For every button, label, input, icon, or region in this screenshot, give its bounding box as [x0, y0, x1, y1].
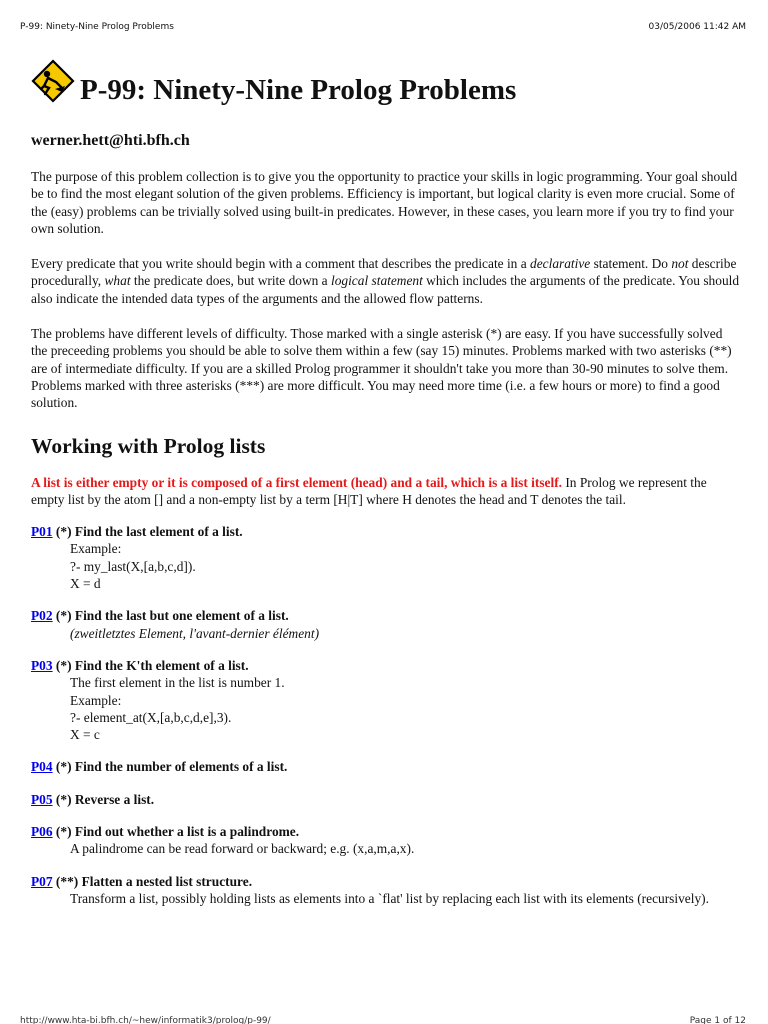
lists-intro: A list is either empty or it is composed of a first element (head) and a tail, which is a list itself. In Prolog we represent the empty list by the atom [] and a non-empty list by a term [H|T] where H denotes the head and T denotes the tail. — [31, 474, 707, 507]
page-title: P-99: Ninety-Nine Prolog Problems — [80, 74, 517, 106]
problem-item — [31, 873, 741, 908]
problem-title: (*) Find the number of elements of a list. — [52, 759, 288, 775]
problem-heading — [31, 873, 741, 890]
problem-heading — [31, 823, 741, 840]
problem-heading — [31, 523, 741, 540]
problem-detail-line: ?- element_at(X,[a,b,c,d,e],3). — [70, 709, 232, 725]
problem-title: (*) Find the last element of a list. — [52, 524, 243, 540]
problem-detail-line: The first element in the list is number 1. — [70, 675, 285, 691]
problem-link[interactable]: P03 — [31, 657, 53, 673]
problem-link[interactable]: P04 — [31, 759, 53, 775]
print-footer — [20, 1016, 746, 1024]
problem-title: (*) Find the K'th element of a list. — [52, 657, 249, 673]
print-header-datetime: 03/05/2006 11:42 AM — [648, 22, 746, 32]
problem-title: (*) Find the last but one element of a list. — [52, 608, 289, 624]
intro-paragraph: The purpose of this problem collection is to give you the opportunity to practice your skills in logic programming. Your goal should be to find the most elegant solution of the given problems. Efficiency is important, but logical clarity is even more crucial. Some of the (easy) problems can be trivially solved using built-in predicates. However, in these cases, you learn more if you try to find your own solution. — [31, 169, 738, 236]
problem-detail-line: ?- my_last(X,[a,b,c,d]). — [70, 558, 196, 574]
problem-item — [31, 607, 741, 642]
print-header — [20, 22, 746, 36]
intro-paragraph-3: The problems have different levels of difficulty. Those marked with a single asterisk (*) are easy. If you have successfully solved the preceeding problems you should be able to solve them within a few (say 15) minutes. Problems marked with two asterisks (**) are of intermediate difficulty. If you are a skilled Prolog programmer it shouldn't take you more than 30-90 minutes to solve them. Problems marked with three asterisks (***) are more difficult. You may need more time (i.e. a few hours or more) to find a good solution. — [31, 326, 732, 411]
construction-worker-sign-icon — [31, 59, 75, 103]
lists-definition: A list is either empty or it is composed of a first element (head) and a tail, which is a list itself. — [31, 474, 562, 490]
page-content — [31, 58, 741, 907]
problem-detail-line: Example: — [70, 541, 122, 557]
problem-detail-line: A palindrome can be read forward or backward; e.g. (x,a,m,a,x). — [70, 841, 415, 857]
problem-link[interactable]: P02 — [31, 608, 53, 624]
print-header-title: P-99: Ninety-Nine Prolog Problems — [20, 22, 174, 32]
problem-detail-line: X = d — [70, 576, 101, 592]
problem-heading — [31, 657, 741, 674]
problem-title: (*) Find out whether a list is a palindrome. — [52, 824, 300, 840]
problem-item — [31, 657, 741, 743]
problem-detail-line: Example: — [70, 692, 122, 708]
print-footer-url: http://www.hta-bi.bfh.ch/~hew/informatik3/prolog/p-99/ — [20, 1016, 271, 1024]
problem-link[interactable]: P01 — [31, 524, 53, 540]
problem-heading — [31, 758, 741, 775]
print-footer-page: Page 1 of 12 — [689, 1016, 746, 1024]
author-email: werner.hett@hti.bfh.ch — [31, 132, 190, 149]
intro-paragraph-2: Every predicate that you write should begin with a comment that describes the predicate in a declarative statement. Do not describe procedurally, what the predicate does, but write down a logical statement which includes the arguments of the predicate. You should also indicate the intended data types of the arguments and the allowed flow patterns. — [31, 256, 740, 306]
problem-detail-line: Transform a list, possibly holding lists as elements into a `flat' list by replacing each list with its elements (recursively). — [70, 890, 709, 906]
problem-item — [31, 823, 741, 858]
problem-detail-line: X = c — [70, 727, 100, 743]
section-title: Working with Prolog lists — [31, 433, 266, 458]
problem-heading — [31, 791, 741, 808]
problem-item — [31, 758, 741, 775]
problem-item — [31, 523, 741, 592]
problem-title: (*) Reverse a list. — [52, 791, 155, 807]
problem-link[interactable]: P07 — [31, 873, 53, 889]
problem-item — [31, 791, 741, 808]
problem-link[interactable]: P06 — [31, 824, 53, 840]
title-row — [31, 58, 741, 118]
problem-heading — [31, 607, 741, 624]
problem-list — [31, 523, 741, 907]
problem-link[interactable]: P05 — [31, 791, 53, 807]
problem-note: (zweitletztes Element, l'avant-dernier élément) — [70, 625, 320, 641]
problem-title: (**) Flatten a nested list structure. — [52, 873, 253, 889]
